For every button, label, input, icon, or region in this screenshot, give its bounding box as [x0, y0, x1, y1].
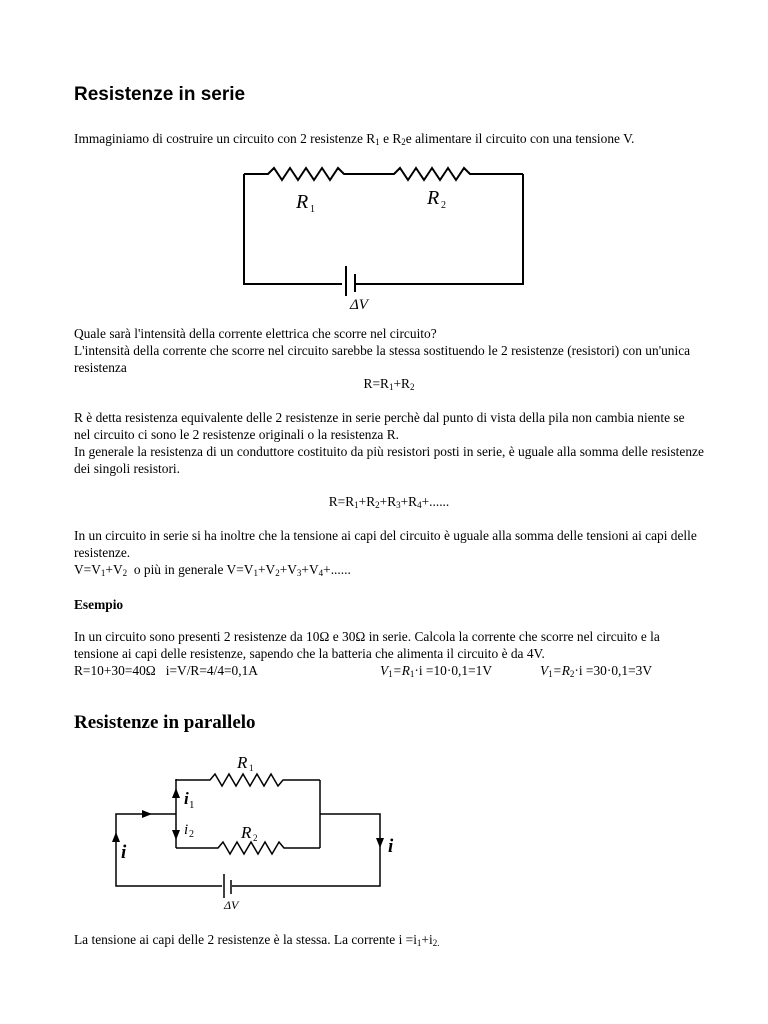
- svg-text:i: i: [184, 822, 189, 838]
- series-circuit-diagram: [230, 160, 540, 312]
- esempio-label: Esempio: [74, 597, 124, 612]
- label-battery: ΔV: [350, 297, 368, 312]
- svg-text:R: R: [237, 753, 248, 772]
- paragraph-4: In generale la resistenza di un conduttore costituito da più resistori posti in serie, è uguale alla somma delle resistenze dei singoli resistori.: [74, 444, 704, 476]
- svg-text:2: 2: [253, 833, 258, 843]
- wire-outer-right: [232, 814, 380, 886]
- example-calc-v1: $V_1=R_1\cdot i =10\cdot 0,1=1V$: [380, 663, 492, 679]
- svg-text:2: 2: [189, 829, 194, 840]
- paragraph-5: In un circuito in serie si ha inoltre che la tensione ai capi del circuito è uguale alla somma delle tensioni ai capi delle resistenze.: [74, 528, 697, 560]
- label-i-left: i: [121, 842, 127, 863]
- parallel-circuit-diagram: [100, 748, 400, 914]
- intro-paragraph: Immaginiamo di costruire un circuito con 2 resistenze $R_1$ e $R_2e$ alimentare il circuito con una tensione V.: [74, 131, 635, 147]
- arrow-outer-to-node: [142, 810, 152, 818]
- paragraph-2: L'intensità della corrente che scorre nel circuito sarebbe la stessa sostituendo le 2 resistenze (resistori) con un'unica resistenza: [74, 343, 691, 375]
- formula-r-equivalent: $R=R_1+R_2$: [363, 376, 415, 392]
- svg-text:R: R: [427, 187, 440, 209]
- label-r2: [240, 823, 258, 843]
- formula-v: $V=V_1+V_2$ o più in generale $V=V_1+V_2+V_3+V_4+$......: [74, 562, 351, 578]
- arrow-left-up: [112, 832, 120, 842]
- arrow-i1-up: [172, 788, 180, 798]
- arrow-right-down: [376, 838, 384, 848]
- wire-outer-left: [116, 814, 222, 886]
- last-line: La tensione ai capi delle 2 resistenze è la stessa. La corrente $i =i_1+i_{2.}$: [74, 932, 440, 948]
- wire-right: [356, 174, 523, 284]
- question-line: Quale sarà l'intensità della corrente elettrica che scorre nel circuito?: [74, 326, 437, 341]
- label-i2: [184, 822, 194, 840]
- formula-r-general: $R=R_1+R_2+R_3+R_4+$......: [328, 494, 450, 510]
- arrow-i2-down: [172, 830, 180, 840]
- svg-text:1: 1: [249, 763, 254, 773]
- wire-top: [244, 168, 523, 180]
- heading-parallel: Resistenze in parallelo: [74, 712, 256, 733]
- wire-left: [244, 174, 342, 284]
- svg-text:1: 1: [310, 204, 315, 215]
- label-r1: [236, 753, 254, 773]
- example-calc-v2: $V_1=R_2\cdot i =30\cdot 0,1=3V$: [540, 663, 652, 679]
- svg-text:1: 1: [189, 799, 195, 811]
- label-r2: [426, 187, 446, 211]
- svg-text:i: i: [184, 789, 189, 808]
- svg-text:2: 2: [441, 200, 446, 211]
- label-battery: ΔV: [224, 898, 239, 912]
- label-r1: [295, 191, 315, 215]
- svg-text:R: R: [241, 823, 252, 842]
- branch-r1: [176, 774, 320, 786]
- label-i-right: i: [388, 836, 394, 857]
- heading-series: Resistenze in serie: [74, 84, 246, 105]
- example-calc-left: R=10+30=40Ω i=V/R=4/4=0,1A: [74, 663, 258, 678]
- svg-text:R: R: [296, 191, 309, 213]
- paragraph-3: R è detta resistenza equivalente delle 2 resistenze in serie perchè dal punto di vista della pila non cambia niente se nel circuito ci sono le 2 resistenze originali o la resistenza R.: [74, 410, 685, 442]
- example-text: In un circuito sono presenti 2 resistenze da 10Ω e 30Ω in serie. Calcola la corrente che scorre nel circuito e la tensione ai capi delle resistenze, sapendo che la batteria che alimenta il circuito è da 4V.: [74, 629, 660, 661]
- branch-r2: [176, 842, 320, 854]
- label-i1: [184, 789, 195, 811]
